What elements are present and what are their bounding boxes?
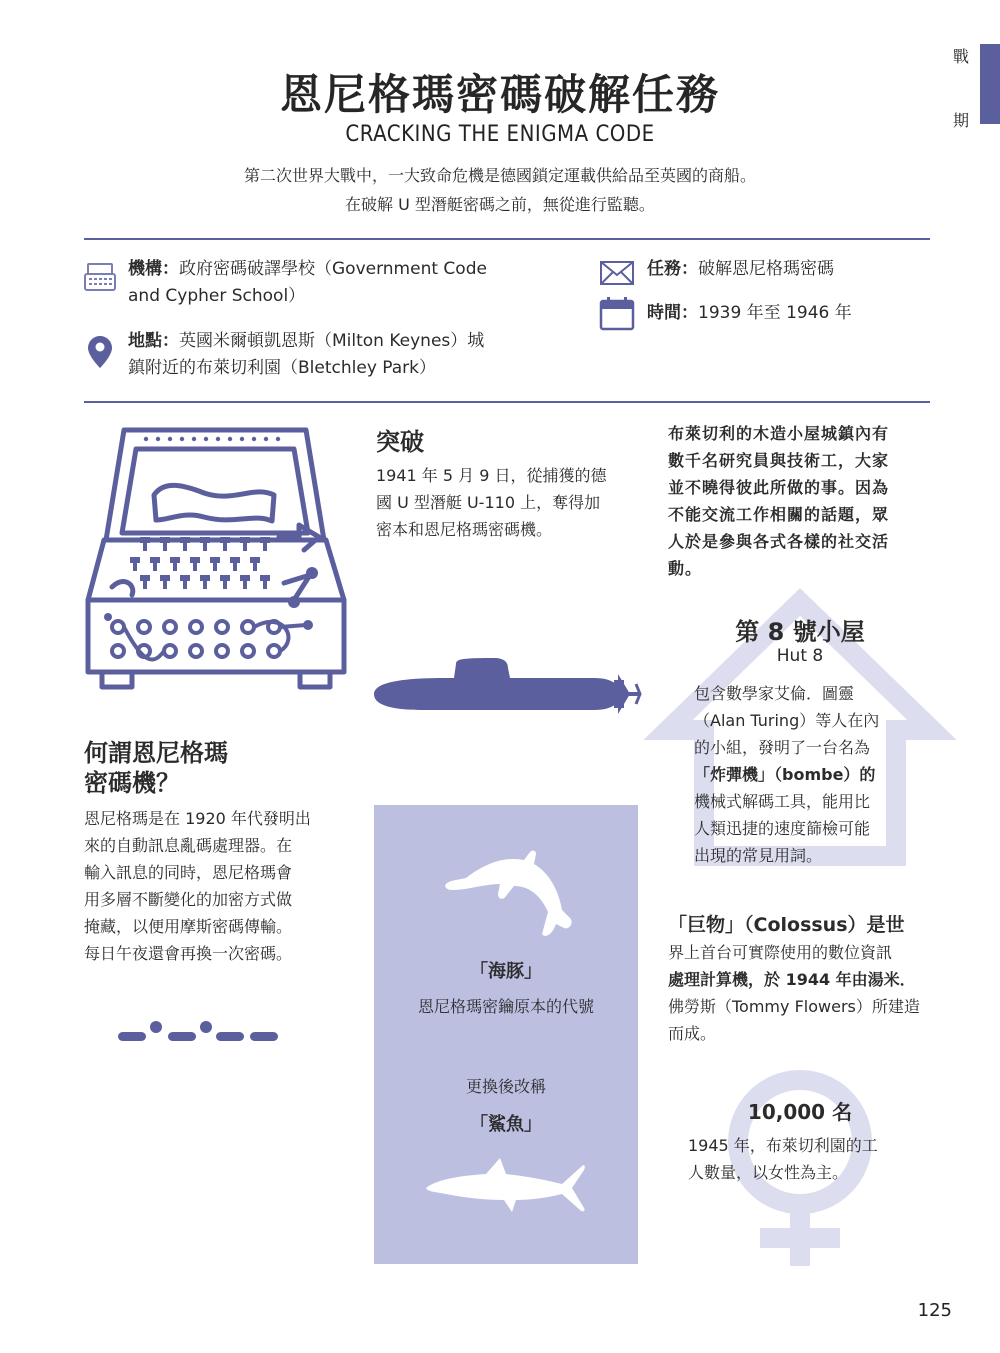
- hut8-line-7: 出現的常見用詞。: [694, 846, 823, 865]
- dolphin-label: 「海豚」: [470, 961, 542, 982]
- changed-label: 更換後改稱: [465, 1077, 546, 1096]
- intro-line-1: 第二次世界大戰中，一大致命危機是德國鎖定運載供給品至英國的商船。: [243, 166, 756, 185]
- calendar-icon: [600, 297, 634, 331]
- dolphin-description: 恩尼格瑪密鑰原本的代號: [417, 997, 594, 1016]
- org-label: 機構：: [128, 259, 179, 279]
- colossus-line-4: 佛勞斯（Tommy Flowers）所建造: [668, 997, 920, 1016]
- breakthrough-heading: 突破: [376, 428, 424, 456]
- mission-value: 破解恩尼格瑪密碼: [698, 259, 834, 279]
- women-count: 10,000 名: [747, 1100, 853, 1124]
- breakthrough-line-2: 國 U 型潛艇 U-110 上，奪得加: [376, 493, 601, 512]
- breakthrough-line-3: 密本和恩尼格瑪密碼機。: [376, 520, 553, 539]
- enigma-machine-icon: [84, 425, 348, 693]
- org-line-2: and Cypher School）: [128, 286, 306, 306]
- what-is-line-6: 每日午夜還會再換一次密碼。: [84, 944, 293, 963]
- women-line-2: 人數量，以女性為主。: [688, 1163, 849, 1182]
- mission-label: 任務：: [647, 259, 698, 279]
- colossus-line-5: 而成。: [668, 1024, 717, 1043]
- breakthrough-text: [376, 462, 640, 543]
- hut8-heading: 第 8 號小屋: [735, 618, 865, 646]
- submarine-icon: [374, 656, 640, 718]
- place-line-1: 英國米爾頓凱恩斯（Milton Keynes）城: [179, 331, 485, 351]
- women-line-1: 1945 年，布萊切利園的工: [688, 1136, 878, 1155]
- women-text: [688, 1132, 918, 1186]
- hut8-line-1: 包含數學家艾倫．圖靈: [694, 684, 855, 703]
- hut8-line-2: （Alan Turing）等人在內: [694, 711, 880, 730]
- colossus-line-3: 處理計算機，於 1944 年由湯米．: [668, 970, 916, 989]
- location-pin-icon: [88, 336, 112, 368]
- bletchley-text: [668, 420, 930, 582]
- typewriter-icon: [84, 262, 116, 294]
- bletchley-line-5: 人於是參與各式各樣的社交活: [668, 532, 890, 551]
- page-number: 125: [917, 1300, 952, 1321]
- side-label-1: 戰: [953, 47, 970, 66]
- colossus-line-2: 界上首台可實際使用的數位資訊: [668, 943, 893, 962]
- info-mission: [647, 256, 834, 283]
- org-line-1: 政府密碼破譯學校（Government Code: [179, 259, 487, 279]
- time-value: 1939 年至 1946 年: [698, 303, 852, 323]
- colossus-line-1: 「巨物」（Colossus）是世: [668, 914, 905, 936]
- time-label: 時間：: [647, 303, 698, 323]
- hut8-line-3: 的小組，發明了一台名為: [694, 738, 871, 757]
- what-is-heading: [84, 738, 228, 798]
- what-is-line-3: 輸入訊息的同時，恩尼格瑪會: [84, 863, 293, 882]
- what-is-heading-line-1: 何謂恩尼格瑪: [84, 739, 228, 767]
- what-is-text: [84, 805, 348, 967]
- hut8-subheading: Hut 8: [776, 646, 824, 666]
- hut8-line-5: 機械式解碼工具，能用比: [694, 792, 871, 811]
- page-title: 恩尼格瑪密碼破解任務: [279, 70, 720, 119]
- what-is-line-4: 用多層不斷變化的加密方式做: [84, 890, 293, 909]
- info-place: [128, 328, 568, 382]
- shark-label: 「鯊魚」: [470, 1114, 542, 1135]
- bletchley-line-6: 動。: [668, 559, 703, 578]
- what-is-line-5: 掩藏，以便用摩斯密碼傳輸。: [84, 917, 293, 936]
- bletchley-line-3: 並不曉得彼此所做的事。因為: [668, 478, 890, 497]
- place-line-2: 鎮附近的布萊切利園（Bletchley Park）: [128, 358, 437, 378]
- page-subtitle: CRACKING THE ENIGMA CODE: [345, 122, 655, 147]
- envelope-icon: [600, 261, 634, 285]
- colossus-text: [668, 912, 934, 1047]
- bletchley-line-1: 布萊切利的木造小屋城鎮內有: [668, 424, 890, 443]
- what-is-line-2: 來的自動訊息亂碼處理器。在: [84, 836, 293, 855]
- morse-code-icon: [118, 1018, 278, 1044]
- shark-icon: [426, 1158, 586, 1216]
- info-organization: [128, 256, 568, 310]
- divider-top: [84, 238, 930, 240]
- bletchley-line-4: 不能交流工作相關的話題，眾: [668, 505, 890, 524]
- what-is-line-1: 恩尼格瑪是在 1920 年代發明出: [84, 809, 311, 828]
- bletchley-line-2: 數千名研究員與技術工，大家: [668, 451, 890, 470]
- breakthrough-line-1: 1941 年 5 月 9 日，從捕獲的德: [376, 466, 607, 485]
- what-is-heading-line-2: 密碼機？: [84, 769, 180, 797]
- place-label: 地點：: [128, 331, 179, 351]
- hut8-line-4: 「炸彈機」（bombe）的: [694, 765, 876, 784]
- side-label-2: 期: [953, 111, 970, 130]
- intro-line-2: 在破解 U 型潛艇密碼之前，無從進行監聽。: [345, 195, 655, 214]
- info-time: [647, 300, 852, 327]
- dolphin-icon: [444, 850, 574, 938]
- divider-middle: [84, 401, 930, 403]
- hut8-text: [694, 680, 906, 869]
- hut8-line-6: 人類迅捷的速度篩檢可能: [694, 819, 871, 838]
